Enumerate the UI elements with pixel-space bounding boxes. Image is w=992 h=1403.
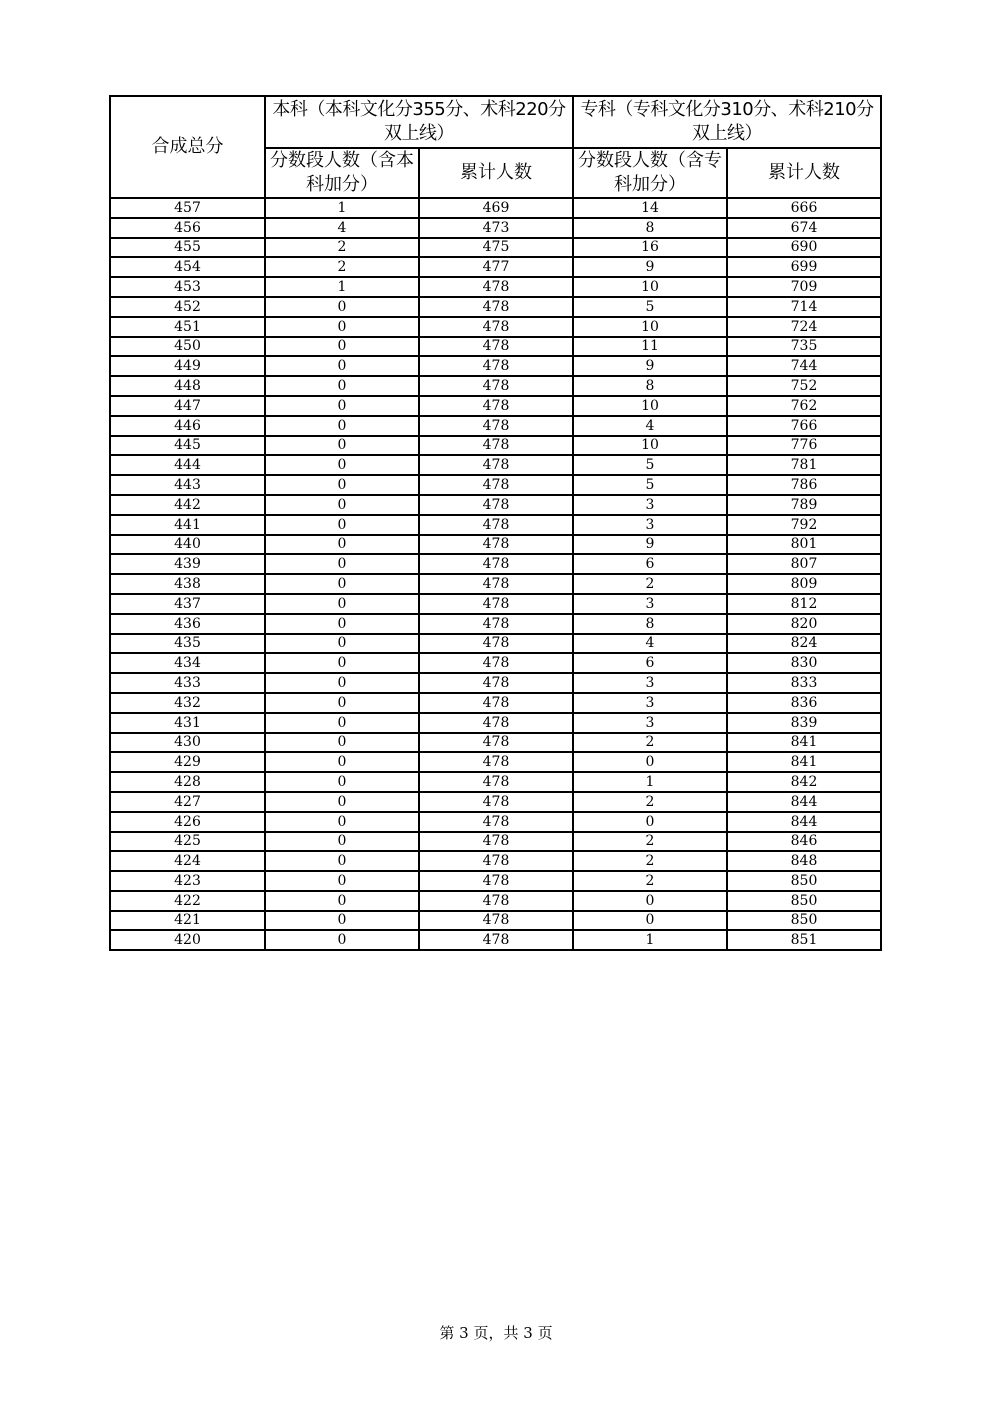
table-row	[110, 733, 881, 753]
score-cell: 441	[110, 515, 265, 535]
junior-count-cell: 10	[573, 317, 727, 337]
junior-cumulative-cell: 776	[727, 436, 881, 456]
junior-count-cell: 3	[573, 515, 727, 535]
undergrad-count-cell: 1	[265, 277, 419, 297]
score-cell: 428	[110, 772, 265, 792]
undergrad-count-cell: 4	[265, 218, 419, 238]
undergrad-count-cell: 0	[265, 574, 419, 594]
table-row	[110, 792, 881, 812]
junior-cumulative-cell: 786	[727, 475, 881, 495]
undergrad-count-cell: 0	[265, 871, 419, 891]
score-cell: 448	[110, 376, 265, 396]
table-row	[110, 238, 881, 258]
undergrad-count-cell: 0	[265, 356, 419, 376]
junior-count-cell: 10	[573, 436, 727, 456]
junior-count-cell: 10	[573, 277, 727, 297]
table-row	[110, 356, 881, 376]
undergrad-count-cell: 0	[265, 515, 419, 535]
junior-cumulative-cell: 851	[727, 930, 881, 950]
junior-count-cell: 11	[573, 337, 727, 357]
undergrad-cumulative-cell: 478	[419, 337, 573, 357]
table-row	[110, 930, 881, 950]
junior-count-cell: 2	[573, 574, 727, 594]
score-cell: 450	[110, 337, 265, 357]
junior-count-cell: 1	[573, 930, 727, 950]
header-undergrad-count: 分数段人数（含本科加分）	[265, 148, 419, 198]
junior-cumulative-cell: 690	[727, 238, 881, 258]
undergrad-cumulative-cell: 475	[419, 238, 573, 258]
undergrad-cumulative-cell: 478	[419, 812, 573, 832]
undergrad-cumulative-cell: 478	[419, 851, 573, 871]
score-cell: 454	[110, 257, 265, 277]
junior-cumulative-cell: 836	[727, 693, 881, 713]
junior-cumulative-cell: 848	[727, 851, 881, 871]
junior-count-cell: 1	[573, 772, 727, 792]
header-undergrad-group: 本科（本科文化分355分、术科220分双上线）	[265, 96, 573, 148]
table-row	[110, 455, 881, 475]
undergrad-cumulative-cell: 478	[419, 535, 573, 555]
score-cell: 420	[110, 930, 265, 950]
junior-cumulative-cell: 666	[727, 198, 881, 218]
score-cell: 456	[110, 218, 265, 238]
undergrad-count-cell: 0	[265, 535, 419, 555]
table-row	[110, 277, 881, 297]
undergrad-cumulative-cell: 478	[419, 515, 573, 535]
score-cell: 425	[110, 832, 265, 852]
table-row	[110, 911, 881, 931]
undergrad-count-cell: 0	[265, 713, 419, 733]
table-row	[110, 218, 881, 238]
table-row	[110, 416, 881, 436]
junior-count-cell: 2	[573, 871, 727, 891]
junior-count-cell: 3	[573, 594, 727, 614]
undergrad-count-cell: 0	[265, 911, 419, 931]
score-cell: 421	[110, 911, 265, 931]
junior-cumulative-cell: 809	[727, 574, 881, 594]
junior-cumulative-cell: 841	[727, 752, 881, 772]
junior-cumulative-cell: 833	[727, 673, 881, 693]
undergrad-cumulative-cell: 478	[419, 396, 573, 416]
junior-cumulative-cell: 766	[727, 416, 881, 436]
table-row	[110, 851, 881, 871]
junior-cumulative-cell: 830	[727, 653, 881, 673]
undergrad-count-cell: 0	[265, 475, 419, 495]
undergrad-count-cell: 0	[265, 416, 419, 436]
junior-cumulative-cell: 709	[727, 277, 881, 297]
score-cell: 437	[110, 594, 265, 614]
junior-cumulative-cell: 724	[727, 317, 881, 337]
junior-cumulative-cell: 744	[727, 356, 881, 376]
junior-cumulative-cell: 820	[727, 614, 881, 634]
undergrad-cumulative-cell: 478	[419, 772, 573, 792]
undergrad-cumulative-cell: 478	[419, 614, 573, 634]
undergrad-count-cell: 0	[265, 376, 419, 396]
score-cell: 452	[110, 297, 265, 317]
junior-count-cell: 8	[573, 376, 727, 396]
score-cell: 426	[110, 812, 265, 832]
junior-count-cell: 5	[573, 475, 727, 495]
junior-count-cell: 3	[573, 693, 727, 713]
junior-cumulative-cell: 824	[727, 634, 881, 654]
undergrad-cumulative-cell: 478	[419, 634, 573, 654]
table-row	[110, 574, 881, 594]
score-cell: 424	[110, 851, 265, 871]
table-row	[110, 198, 881, 218]
undergrad-cumulative-cell: 478	[419, 277, 573, 297]
junior-count-cell: 0	[573, 752, 727, 772]
undergrad-count-cell: 0	[265, 891, 419, 911]
table-row	[110, 436, 881, 456]
junior-cumulative-cell: 846	[727, 832, 881, 852]
undergrad-cumulative-cell: 469	[419, 198, 573, 218]
undergrad-count-cell: 0	[265, 812, 419, 832]
undergrad-cumulative-cell: 478	[419, 416, 573, 436]
junior-count-cell: 3	[573, 495, 727, 515]
score-cell: 430	[110, 733, 265, 753]
undergrad-count-cell: 0	[265, 851, 419, 871]
undergrad-cumulative-cell: 478	[419, 495, 573, 515]
junior-count-cell: 8	[573, 614, 727, 634]
table-row	[110, 752, 881, 772]
junior-cumulative-cell: 792	[727, 515, 881, 535]
undergrad-count-cell: 0	[265, 733, 419, 753]
undergrad-cumulative-cell: 478	[419, 356, 573, 376]
undergrad-cumulative-cell: 478	[419, 574, 573, 594]
junior-cumulative-cell: 839	[727, 713, 881, 733]
score-cell: 445	[110, 436, 265, 456]
score-cell: 433	[110, 673, 265, 693]
undergrad-cumulative-cell: 478	[419, 594, 573, 614]
table-body	[110, 198, 881, 950]
undergrad-cumulative-cell: 478	[419, 317, 573, 337]
junior-count-cell: 8	[573, 218, 727, 238]
table-row	[110, 772, 881, 792]
table-row	[110, 297, 881, 317]
undergrad-count-cell: 0	[265, 436, 419, 456]
score-cell: 447	[110, 396, 265, 416]
undergrad-count-cell: 0	[265, 317, 419, 337]
table-row	[110, 376, 881, 396]
undergrad-cumulative-cell: 478	[419, 930, 573, 950]
junior-count-cell: 10	[573, 396, 727, 416]
table-row	[110, 475, 881, 495]
score-cell: 455	[110, 238, 265, 258]
undergrad-count-cell: 0	[265, 752, 419, 772]
undergrad-count-cell: 0	[265, 594, 419, 614]
junior-count-cell: 3	[573, 673, 727, 693]
junior-count-cell: 5	[573, 455, 727, 475]
score-cell: 453	[110, 277, 265, 297]
undergrad-count-cell: 0	[265, 832, 419, 852]
table-row	[110, 693, 881, 713]
table-row	[110, 317, 881, 337]
undergrad-count-cell: 1	[265, 198, 419, 218]
junior-cumulative-cell: 842	[727, 772, 881, 792]
page-number-footer: 第 3 页，共 3 页	[439, 1324, 553, 1342]
score-cell: 446	[110, 416, 265, 436]
table-row	[110, 812, 881, 832]
junior-count-cell: 5	[573, 297, 727, 317]
score-cell: 449	[110, 356, 265, 376]
score-cell: 422	[110, 891, 265, 911]
undergrad-cumulative-cell: 478	[419, 871, 573, 891]
table-row	[110, 891, 881, 911]
undergrad-count-cell: 0	[265, 396, 419, 416]
junior-cumulative-cell: 781	[727, 455, 881, 475]
undergrad-count-cell: 0	[265, 673, 419, 693]
undergrad-count-cell: 0	[265, 634, 419, 654]
undergrad-count-cell: 0	[265, 614, 419, 634]
table-row	[110, 396, 881, 416]
table-row	[110, 713, 881, 733]
junior-count-cell: 4	[573, 416, 727, 436]
header-junior-count: 分数段人数（含专科加分）	[573, 148, 727, 198]
score-cell: 443	[110, 475, 265, 495]
junior-cumulative-cell: 752	[727, 376, 881, 396]
undergrad-count-cell: 0	[265, 297, 419, 317]
undergrad-cumulative-cell: 478	[419, 752, 573, 772]
score-cell: 431	[110, 713, 265, 733]
table-row	[110, 554, 881, 574]
header-junior-group: 专科（专科文化分310分、术科210分双上线）	[573, 96, 881, 148]
junior-count-cell: 2	[573, 851, 727, 871]
junior-count-cell: 0	[573, 891, 727, 911]
junior-cumulative-cell: 841	[727, 733, 881, 753]
header-undergrad-cumulative: 累计人数	[419, 148, 573, 198]
score-cell: 440	[110, 535, 265, 555]
undergrad-count-cell: 0	[265, 772, 419, 792]
undergrad-count-cell: 0	[265, 930, 419, 950]
table-row	[110, 594, 881, 614]
junior-cumulative-cell: 699	[727, 257, 881, 277]
undergrad-cumulative-cell: 478	[419, 792, 573, 812]
table-row	[110, 257, 881, 277]
score-cell: 423	[110, 871, 265, 891]
score-cell: 438	[110, 574, 265, 594]
junior-count-cell: 0	[573, 812, 727, 832]
score-cell: 442	[110, 495, 265, 515]
score-cell: 434	[110, 653, 265, 673]
junior-cumulative-cell: 844	[727, 812, 881, 832]
score-cell: 436	[110, 614, 265, 634]
junior-cumulative-cell: 789	[727, 495, 881, 515]
undergrad-count-cell: 0	[265, 693, 419, 713]
table-row	[110, 495, 881, 515]
junior-count-cell: 14	[573, 198, 727, 218]
undergrad-count-cell: 0	[265, 653, 419, 673]
junior-cumulative-cell: 801	[727, 535, 881, 555]
junior-count-cell: 9	[573, 535, 727, 555]
table-row	[110, 673, 881, 693]
score-cell: 432	[110, 693, 265, 713]
undergrad-count-cell: 2	[265, 257, 419, 277]
undergrad-cumulative-cell: 478	[419, 436, 573, 456]
undergrad-cumulative-cell: 478	[419, 475, 573, 495]
junior-cumulative-cell: 812	[727, 594, 881, 614]
undergrad-cumulative-cell: 478	[419, 832, 573, 852]
undergrad-count-cell: 0	[265, 792, 419, 812]
undergrad-cumulative-cell: 478	[419, 653, 573, 673]
undergrad-cumulative-cell: 478	[419, 891, 573, 911]
score-cell: 451	[110, 317, 265, 337]
table-row	[110, 634, 881, 654]
score-cell: 444	[110, 455, 265, 475]
junior-count-cell: 9	[573, 257, 727, 277]
table-row	[110, 535, 881, 555]
junior-count-cell: 2	[573, 733, 727, 753]
junior-cumulative-cell: 844	[727, 792, 881, 812]
table-row	[110, 832, 881, 852]
undergrad-count-cell: 0	[265, 337, 419, 357]
junior-cumulative-cell: 850	[727, 891, 881, 911]
undergrad-count-cell: 0	[265, 495, 419, 515]
junior-cumulative-cell: 735	[727, 337, 881, 357]
junior-cumulative-cell: 674	[727, 218, 881, 238]
table-row	[110, 871, 881, 891]
undergrad-cumulative-cell: 478	[419, 911, 573, 931]
score-cell: 435	[110, 634, 265, 654]
undergrad-count-cell: 0	[265, 554, 419, 574]
undergrad-count-cell: 2	[265, 238, 419, 258]
junior-cumulative-cell: 850	[727, 911, 881, 931]
undergrad-cumulative-cell: 477	[419, 257, 573, 277]
table-row	[110, 337, 881, 357]
header-total-score: 合成总分	[110, 96, 265, 198]
junior-count-cell: 2	[573, 792, 727, 812]
score-cell: 427	[110, 792, 265, 812]
undergrad-cumulative-cell: 478	[419, 693, 573, 713]
junior-count-cell: 6	[573, 554, 727, 574]
undergrad-cumulative-cell: 478	[419, 455, 573, 475]
table-row	[110, 653, 881, 673]
junior-cumulative-cell: 762	[727, 396, 881, 416]
undergrad-cumulative-cell: 478	[419, 713, 573, 733]
junior-count-cell: 3	[573, 713, 727, 733]
junior-count-cell: 2	[573, 832, 727, 852]
table-row	[110, 614, 881, 634]
junior-count-cell: 4	[573, 634, 727, 654]
undergrad-count-cell: 0	[265, 455, 419, 475]
score-cell: 429	[110, 752, 265, 772]
junior-cumulative-cell: 807	[727, 554, 881, 574]
junior-count-cell: 0	[573, 911, 727, 931]
junior-count-cell: 6	[573, 653, 727, 673]
junior-count-cell: 9	[573, 356, 727, 376]
score-cell: 457	[110, 198, 265, 218]
junior-cumulative-cell: 714	[727, 297, 881, 317]
undergrad-cumulative-cell: 473	[419, 218, 573, 238]
undergrad-cumulative-cell: 478	[419, 297, 573, 317]
score-distribution-table	[109, 95, 882, 951]
score-cell: 439	[110, 554, 265, 574]
junior-count-cell: 16	[573, 238, 727, 258]
undergrad-cumulative-cell: 478	[419, 673, 573, 693]
undergrad-cumulative-cell: 478	[419, 733, 573, 753]
undergrad-cumulative-cell: 478	[419, 554, 573, 574]
junior-cumulative-cell: 850	[727, 871, 881, 891]
table-row	[110, 515, 881, 535]
undergrad-cumulative-cell: 478	[419, 376, 573, 396]
header-junior-cumulative: 累计人数	[727, 148, 881, 198]
